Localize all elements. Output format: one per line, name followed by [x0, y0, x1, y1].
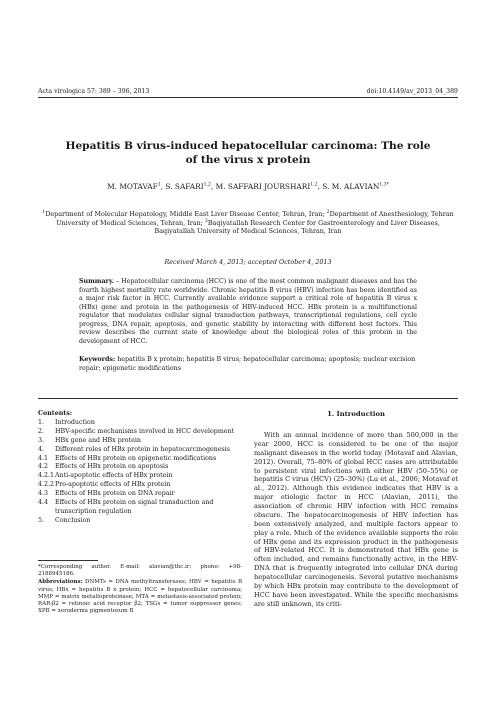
- toc-text: Effects of HBx protein on DNA repair: [55, 490, 175, 498]
- author: S. SAFARI: [165, 182, 204, 191]
- affil-sup: 1: [42, 209, 46, 215]
- toc-item: [38, 419, 242, 428]
- toc-item: [38, 490, 242, 499]
- toc-text: Introduction: [55, 418, 95, 426]
- toc-text: Effects of HBx protein on signal transduction and transcription regulation: [55, 499, 214, 515]
- summary: [79, 278, 417, 346]
- introduction-paragraph: With an annual incidence of more than 500,000 in the year 2000, HCC is considered to be one of the major malignant diseases in the world today (Motavaf and Alavian, 2012). Overall, 75–80% of global HCC cases are attributable to persistent viral infections with either HBV (50–55%) or hepatitis C virus (HCV) (25–30%) (Lu et al., 2006; Motavaf et al., 2012). Although this evidence indicates that HBV is a major etiologic factor in HCC (Alavian, 2011), the association of chronic HBV infection with HCC remains obscure. The hepatocarcinogenesis of HBV infection has been extensively analyzed, and multiple factors appear to play a role. Much of the evidence available supports the role of HBx gene and its expression product in the pathogenesis of HBV-related HCC. It is demonstrated that HBx gene is often included, and remains functionally active, in the HBV-DNA that is frequently integrated into cellular DNA during hepatocellular carcinogenesis. Several putative mechanisms by which HBx protein may contribute to the development of HCC have been investigated. While the specific mechanisms are still unknown, its criti-: [254, 431, 458, 608]
- toc-number: 4.1: [38, 454, 49, 462]
- toc-item: [38, 481, 242, 490]
- author-sup: 1,2: [203, 182, 211, 188]
- toc-number: 4.2.2: [38, 481, 55, 489]
- affil-sup: 2: [326, 209, 330, 215]
- affiliations: [40, 210, 456, 236]
- author: M. MOTAVAF: [107, 182, 158, 191]
- toc-number: 5.: [38, 516, 45, 524]
- footnote-rule: [38, 560, 98, 561]
- toc-text: Anti-apoptotic effects of HBx protein: [55, 472, 173, 480]
- toc-item: [38, 472, 242, 481]
- toc-text: Conclusion: [55, 516, 91, 524]
- toc-item: [38, 428, 242, 437]
- keywords: [79, 356, 417, 373]
- keywords-text: hepatitis B x protein; hepatitis B virus; hepatocellular carcinoma; apoptosis; nuclear excision repair; epigenetic modifications: [79, 356, 416, 372]
- abbreviations-label: Abbreviations:: [38, 579, 83, 586]
- author-sup: 1: [157, 182, 161, 188]
- toc-number: 4.3: [38, 490, 49, 498]
- affil-sup: 3: [204, 218, 208, 224]
- abbreviations-note: [38, 579, 242, 615]
- summary-label: Summary.: [79, 278, 114, 285]
- affiliation: Department of Molecular Hepatology, Middle East Liver Disease Center, Tehran, Iran;: [45, 210, 327, 218]
- affiliation: Baqiyatallah Research Center for Gastroenterology and Liver Diseases, Baqiyatallah University of Medical Sciences, Tehran, Iran: [154, 218, 440, 236]
- summary-text: – Hepatocellular carcinoma (HCC) is one of the most common malignant diseases and has the fourth highest mortality rate worldwide. Chronic hepatitis B virus (HBV) infection has been identified as a major risk factor in HCC. Currently available evidence support a critical role of hepatitis B virus x (HBx) gene and protein in the pathogenesis of HBV-induced HCC. HBx protein is a multifunctional regulator that modulates cellular signal transduction pathways, transcriptional regulations, cell cycle progress, DNA repair, apoptosis, and genetic stability by interacting with different host factors. This review describes the current state of knowledge about the biological roles of this protein in the development of HCC.: [79, 278, 417, 345]
- footnotes: [38, 564, 242, 616]
- section-rule: [38, 398, 458, 399]
- keywords-label: Keywords:: [79, 356, 116, 363]
- toc-number: 4.4: [38, 499, 49, 507]
- toc-text: HBx gene and HBx protein: [55, 436, 141, 444]
- abbreviations-text: DNMTs = DNA methyltransferases; HBV = hepatitis B virus; HBx = hepatitis B x protein; HCC = hepatocellular carcinoma; MMP = matrix metalloproteinase; MTA = metastasis-associated protein; RAR-β2 = retinoic acid receptor β2; TSGs = tumor suppressor genes; XPB = xeroderma pigmentosum B: [38, 579, 242, 615]
- author-sup: 1,3*: [379, 182, 389, 188]
- table-of-contents: [38, 410, 242, 526]
- toc-text: Effects of HBx protein on epigenetic modifications: [55, 454, 217, 462]
- toc-number: 4.2.1: [38, 472, 55, 480]
- journal-citation: Acta virologica 57: 389 – 396, 2013: [38, 88, 150, 95]
- toc-text: Different roles of HBx protein in hepatocarcinogenesis: [55, 445, 230, 453]
- author: M. SAFFARI JOURSHARI: [215, 182, 311, 191]
- introduction-body: [254, 431, 458, 609]
- article-title: Hepatitis B virus-induced hepatocellular carcinoma: The role of the virus x protein: [65, 140, 431, 166]
- toc-text: Pro-apoptotic effects of HBx protein: [55, 481, 171, 489]
- toc-item: [38, 437, 242, 446]
- toc-item: [38, 499, 242, 517]
- toc-number: 3.: [38, 436, 45, 444]
- doi: doi:10.4149/av_2013_04_389: [366, 88, 458, 95]
- toc-number: 4.: [38, 445, 45, 453]
- toc-item: [38, 517, 242, 526]
- toc-item: [38, 463, 242, 472]
- header-rule: [38, 97, 458, 98]
- toc-number: 4.2: [38, 463, 49, 471]
- author: S. M. ALAVIAN: [322, 182, 380, 191]
- section-heading-introduction: 1. Introduction: [327, 410, 385, 418]
- author-sup: 1,2: [310, 182, 318, 188]
- toc-item: [38, 455, 242, 464]
- affiliation: Department of Anesthesiology, Tehran University of Medical Sciences, Tehran, Iran;: [56, 210, 454, 227]
- toc-number: 2.: [38, 427, 45, 435]
- received-dates: Received March 4, 2013; accepted October 4, 2013: [164, 258, 332, 266]
- author-list: M. MOTAVAF$^1$, S. SAFARI$^{1,2}$, M. SAFFARI JOURSHARI$^{1,2}$, S. M. $ALAVIAN^{1,3*}$: [107, 182, 389, 191]
- toc-text: Effects of HBx protein on apoptosis: [55, 463, 169, 471]
- contents-heading: Contents:: [38, 410, 73, 417]
- toc-item: [38, 446, 242, 455]
- toc-number: 1.: [38, 418, 45, 426]
- corresponding-author-note: *Corresponding author. E-mail: alavian@thc.ir; phone: +98-2188945186.: [38, 564, 242, 578]
- toc-text: HBV-specific mechanisms involved in HCC development: [55, 427, 235, 435]
